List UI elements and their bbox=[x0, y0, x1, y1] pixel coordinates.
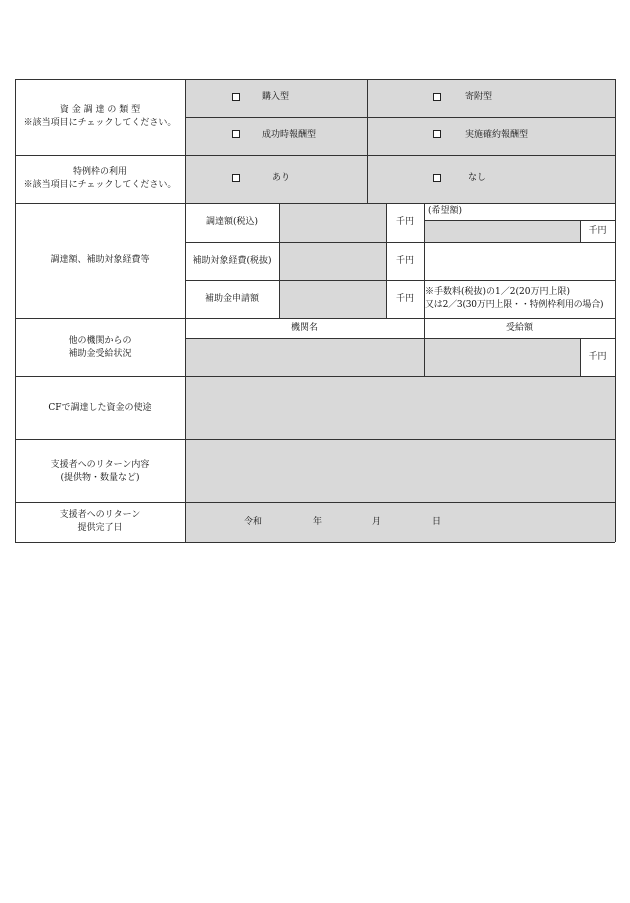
checkbox-purchase-type[interactable] bbox=[232, 93, 240, 101]
fee-note-line1: ※手数料(税抜)の1／2(20万円上限) bbox=[425, 287, 570, 297]
option-success-reward-type: 成功時報酬型 bbox=[262, 130, 317, 140]
agency-name-input[interactable] bbox=[185, 338, 424, 376]
year-label: 年 bbox=[313, 517, 323, 527]
option-special-no: なし bbox=[468, 173, 487, 183]
checkbox-success-reward-type[interactable] bbox=[232, 130, 240, 138]
checkbox-donation-type[interactable] bbox=[433, 93, 441, 101]
special-frame-area bbox=[185, 155, 615, 203]
checkbox-special-yes[interactable] bbox=[232, 174, 240, 182]
day-label: 日 bbox=[432, 517, 442, 527]
special-frame-label: 特例枠の利用 bbox=[72, 167, 127, 177]
eligible-cost-input[interactable] bbox=[279, 242, 386, 280]
era-label: 令和 bbox=[244, 517, 263, 527]
subsidy-request-input[interactable] bbox=[279, 280, 386, 318]
funding-type-label: 資 金 調 達 の 類 型 bbox=[59, 105, 141, 115]
return-content-note: (提供物・数量など) bbox=[60, 473, 140, 483]
fee-note-line2: 又は2／3(30万円上限・・特例枠利用の場合) bbox=[425, 300, 604, 310]
unit-label: 千円 bbox=[395, 256, 414, 266]
other-subsidy-label: 他の機関からの bbox=[68, 336, 132, 346]
funding-type-note: ※該当項目にチェックしてください。 bbox=[23, 118, 177, 128]
special-frame-note: ※該当項目にチェックしてください。 bbox=[23, 180, 177, 190]
unit-label: 千円 bbox=[395, 294, 414, 304]
desired-amount-label: (希望額) bbox=[428, 206, 463, 216]
return-content-input[interactable] bbox=[185, 439, 615, 502]
amounts-label: 調達額、補助対象経費等 bbox=[50, 255, 150, 265]
return-date-label-2: 提供完了日 bbox=[77, 523, 123, 533]
procurement-amount-label: 調達額(税込) bbox=[205, 217, 259, 227]
option-special-yes: あり bbox=[272, 173, 291, 183]
other-subsidy-label-2: 補助金受給状況 bbox=[68, 349, 132, 359]
received-amount-header: 受給額 bbox=[505, 323, 533, 333]
unit-label: 千円 bbox=[588, 226, 607, 236]
checkbox-committed-reward-type[interactable] bbox=[433, 130, 441, 138]
received-amount-input[interactable] bbox=[424, 338, 580, 376]
cf-use-input[interactable] bbox=[185, 376, 615, 439]
subsidy-request-label: 補助金申請額 bbox=[204, 294, 259, 304]
cf-use-label: CFで調達した資金の使途 bbox=[48, 403, 152, 413]
agency-name-header: 機関名 bbox=[290, 323, 318, 333]
option-donation-type: 寄附型 bbox=[465, 92, 493, 102]
return-content-label: 支援者へのリターン内容 bbox=[50, 460, 150, 470]
unit-label: 千円 bbox=[395, 217, 414, 227]
option-committed-reward-type: 実施確約報酬型 bbox=[465, 130, 529, 140]
option-purchase-type: 購入型 bbox=[262, 92, 290, 102]
return-date-label: 支援者へのリターン bbox=[59, 510, 141, 520]
checkbox-special-no[interactable] bbox=[433, 174, 441, 182]
desired-amount-input[interactable] bbox=[424, 220, 580, 242]
procurement-amount-input[interactable] bbox=[279, 203, 386, 242]
month-label: 月 bbox=[372, 517, 382, 527]
eligible-cost-label: 補助対象経費(税抜) bbox=[192, 256, 272, 266]
unit-label: 千円 bbox=[588, 352, 607, 362]
